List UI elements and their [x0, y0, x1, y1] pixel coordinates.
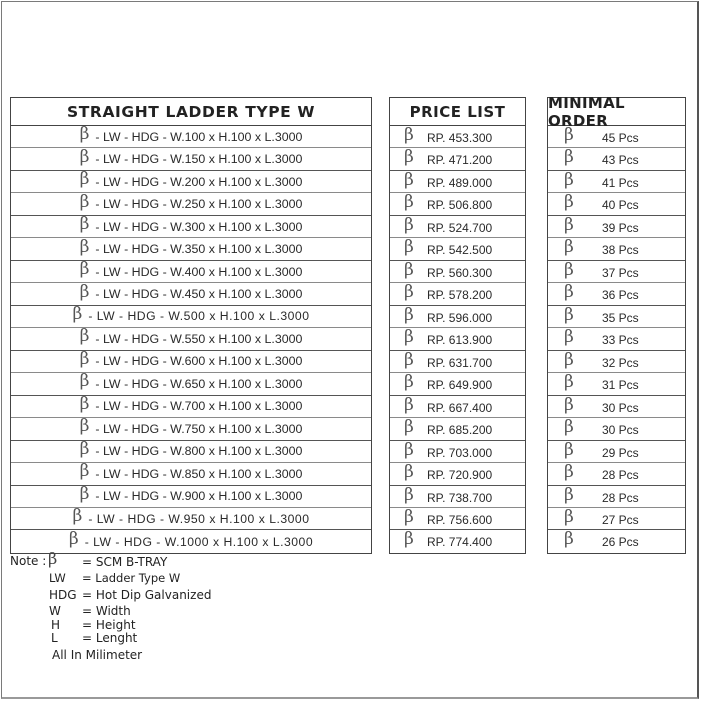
- table-row: [548, 441, 685, 463]
- table-row: [548, 193, 685, 215]
- beta-icon: β: [404, 259, 414, 280]
- beta-icon: β: [564, 304, 574, 325]
- table-row: [390, 148, 525, 170]
- beta-icon: β: [564, 349, 574, 370]
- row-text: RP. 649.900: [427, 378, 493, 393]
- row-text: - LW - HDG - W.600 x H.100 x L.3000: [95, 354, 303, 369]
- row-text: RP. 578.200: [427, 288, 493, 303]
- beta-icon: β: [79, 124, 90, 145]
- beta-icon: β: [404, 304, 414, 325]
- row-text: 31 Pcs: [602, 378, 639, 393]
- spec-table-title: STRAIGHT LADDER TYPE W: [11, 98, 371, 126]
- row-text: 28 Pcs: [602, 490, 639, 505]
- beta-icon: β: [79, 146, 90, 167]
- note-key-l: L: [51, 631, 58, 645]
- table-row: [548, 148, 685, 170]
- row-text: RP. 524.700: [427, 220, 493, 235]
- table-row: [11, 348, 371, 373]
- row-text: RP. 720.900: [427, 468, 493, 483]
- table-row: [11, 393, 371, 418]
- table-row: [11, 418, 371, 440]
- table-row: [390, 418, 525, 440]
- price-table: [389, 97, 526, 554]
- beta-icon: β: [79, 371, 90, 392]
- row-text: - LW - HDG - W.400 x H.100 x L.3000: [95, 264, 303, 279]
- beta-icon: β: [564, 214, 574, 235]
- row-text: - LW - HDG - W.500 x H.100 x L.3000: [88, 309, 310, 324]
- table-row: [11, 508, 371, 530]
- beta-icon: β: [79, 281, 90, 302]
- row-text: - LW - HDG - W.800 x H.100 x L.3000: [95, 444, 303, 459]
- beta-icon: β: [404, 372, 414, 393]
- table-row: [11, 283, 371, 305]
- row-text: - LW - HDG - W.650 x H.100 x L.3000: [95, 376, 303, 391]
- row-text: RP. 756.600: [427, 512, 493, 527]
- beta-icon: β: [404, 192, 414, 213]
- beta-icon: β: [564, 462, 574, 483]
- table-row: [548, 238, 685, 260]
- table-row: [548, 530, 685, 552]
- row-text: 30 Pcs: [602, 400, 639, 415]
- row-text: 26 Pcs: [602, 535, 639, 550]
- table-row: [390, 441, 525, 463]
- row-text: 40 Pcs: [602, 198, 639, 213]
- beta-icon: β: [564, 259, 574, 280]
- table-row: [390, 508, 525, 530]
- row-text: - LW - HDG - W.200 x H.100 x L.3000: [95, 174, 303, 189]
- beta-icon: β: [72, 506, 83, 527]
- row-text: RP. 685.200: [427, 423, 493, 438]
- beta-icon: β: [564, 327, 574, 348]
- row-text: - LW - HDG - W.750 x H.100 x L.3000: [95, 421, 303, 436]
- beta-icon: β: [404, 349, 414, 370]
- row-text: 29 Pcs: [602, 445, 639, 460]
- note-value-lw: = Ladder Type W: [82, 571, 181, 585]
- row-text: RP. 596.000: [427, 310, 493, 325]
- table-row: [548, 171, 685, 193]
- table-row: [11, 328, 371, 350]
- table-row: [390, 530, 525, 552]
- min-order-table-body: [548, 126, 685, 553]
- row-text: RP. 738.700: [427, 490, 493, 505]
- min-order-table: [547, 93, 686, 554]
- table-row: [548, 373, 685, 395]
- table-row: [11, 238, 371, 260]
- row-text: - LW - HDG - W.700 x H.100 x L.3000: [95, 399, 303, 414]
- note-key-lw: LW: [49, 571, 66, 585]
- note-value-hdg: = Hot Dip Galvanized: [82, 588, 212, 602]
- row-text: RP. 774.400: [427, 535, 493, 550]
- table-row: [390, 373, 525, 395]
- beta-icon: β: [404, 462, 414, 483]
- row-text: 32 Pcs: [602, 355, 639, 370]
- table-row: [548, 306, 685, 328]
- price-table-body: [390, 126, 525, 553]
- beta-icon: β: [404, 484, 414, 505]
- row-text: - LW - HDG - W.350 x H.100 x L.3000: [95, 242, 303, 257]
- beta-icon: β: [404, 282, 414, 303]
- row-text: 41 Pcs: [602, 175, 639, 190]
- row-text: RP. 471.200: [427, 153, 493, 168]
- beta-icon: β: [79, 348, 90, 369]
- table-row: [548, 216, 685, 238]
- table-row: [390, 351, 525, 373]
- row-text: 27 Pcs: [602, 512, 639, 527]
- beta-icon: β: [404, 214, 414, 235]
- note-value-w: = Width: [82, 604, 131, 618]
- table-row: [390, 126, 525, 148]
- table-row: [11, 530, 371, 552]
- table-row: [11, 171, 371, 193]
- beta-icon: β: [79, 438, 90, 459]
- note-footer: All In Milimeter: [52, 648, 143, 662]
- row-text: RP. 453.300: [427, 131, 493, 145]
- table-row: [11, 126, 371, 148]
- beta-icon: β: [79, 214, 90, 235]
- table-row: [548, 283, 685, 305]
- table-row: [11, 373, 371, 395]
- row-text: - LW - HDG - W.1000 x H.100 x L.3000: [84, 534, 314, 549]
- beta-icon: β: [79, 416, 90, 437]
- beta-icon: β: [79, 259, 90, 280]
- row-text: RP. 703.000: [427, 445, 493, 460]
- beta-icon: β: [404, 394, 414, 415]
- beta-icon: β: [564, 439, 574, 460]
- beta-icon: β: [404, 169, 414, 190]
- beta-icon: β: [79, 461, 90, 482]
- beta-icon: β: [564, 282, 574, 303]
- row-text: 38 Pcs: [602, 243, 639, 258]
- row-text: - LW - HDG - W.850 x H.100 x L.3000: [95, 466, 303, 481]
- table-row: [548, 418, 685, 440]
- row-text: - LW - HDG - W.100 x H.100 x L.3000: [95, 129, 303, 144]
- row-text: 33 Pcs: [602, 333, 639, 348]
- note-value-h: = Height: [82, 618, 136, 632]
- beta-icon: β: [68, 529, 79, 550]
- table-row: [548, 396, 685, 418]
- note-label: Note :: [10, 554, 47, 568]
- table-row: [390, 171, 525, 193]
- table-row: [11, 193, 371, 215]
- row-text: 35 Pcs: [602, 310, 639, 325]
- table-row: [390, 193, 525, 215]
- row-text: 30 Pcs: [602, 423, 639, 438]
- beta-icon: β: [404, 506, 414, 527]
- row-text: - LW - HDG - W.950 x H.100 x L.3000: [88, 511, 310, 526]
- table-row: [548, 486, 685, 508]
- table-row: [548, 463, 685, 485]
- row-text: RP. 542.500: [427, 243, 493, 258]
- beta-icon: β: [564, 372, 574, 393]
- table-row: [390, 306, 525, 328]
- row-text: - LW - HDG - W.250 x H.100 x L.3000: [95, 197, 303, 212]
- table-row: [548, 126, 685, 148]
- beta-icon: β: [564, 192, 574, 213]
- beta-icon: β: [564, 147, 574, 168]
- spec-table: [10, 97, 372, 554]
- beta-icon: β: [79, 393, 90, 414]
- table-row: [390, 283, 525, 305]
- beta-icon: β: [79, 326, 90, 347]
- table-row: [390, 238, 525, 260]
- table-row: [548, 261, 685, 283]
- table-row: [11, 483, 371, 508]
- beta-icon: β: [404, 147, 414, 168]
- table-row: [11, 438, 371, 463]
- table-row: [548, 351, 685, 373]
- row-text: 36 Pcs: [602, 288, 639, 303]
- row-text: RP. 560.300: [427, 265, 493, 280]
- row-text: - LW - HDG - W.300 x H.100 x L.3000: [95, 219, 303, 234]
- beta-icon: β: [404, 327, 414, 348]
- beta-icon: β: [564, 484, 574, 505]
- beta-icon: β: [564, 529, 574, 550]
- beta-icon: β: [564, 394, 574, 415]
- beta-icon: β: [564, 506, 574, 527]
- spec-table-body: [11, 126, 371, 553]
- row-text: 43 Pcs: [602, 153, 639, 168]
- beta-icon: β: [79, 236, 90, 257]
- beta-icon: β: [79, 169, 90, 190]
- row-text: RP. 506.800: [427, 198, 493, 213]
- beta-icon: β: [404, 417, 414, 438]
- note-key-h: H: [51, 618, 61, 632]
- table-row: [390, 486, 525, 508]
- row-text: 45 Pcs: [602, 131, 639, 145]
- row-text: - LW - HDG - W.450 x H.100 x L.3000: [95, 287, 303, 302]
- beta-icon: β: [404, 529, 414, 550]
- beta-icon: β: [48, 549, 58, 568]
- table-row: [390, 463, 525, 485]
- note-key-w: W: [49, 604, 61, 618]
- min-order-table-title: MINIMAL ORDER: [548, 98, 685, 126]
- price-table-title: PRICE LIST: [390, 98, 525, 126]
- row-text: 39 Pcs: [602, 220, 639, 235]
- note-key-hdg: HDG: [49, 588, 77, 602]
- beta-icon: β: [564, 125, 574, 145]
- table-row: [390, 261, 525, 283]
- beta-icon: β: [564, 169, 574, 190]
- table-row: [390, 396, 525, 418]
- beta-icon: β: [564, 417, 574, 438]
- beta-icon: β: [404, 125, 414, 145]
- table-row: [11, 463, 371, 485]
- table-row: [390, 328, 525, 350]
- beta-icon: β: [404, 439, 414, 460]
- table-row: [548, 508, 685, 530]
- table-row: [11, 261, 371, 283]
- row-text: RP. 489.000: [427, 175, 493, 190]
- table-row: [390, 216, 525, 238]
- row-text: 28 Pcs: [602, 468, 639, 483]
- row-text: RP. 613.900: [427, 333, 493, 348]
- row-text: RP. 631.700: [427, 355, 493, 370]
- table-row: [548, 328, 685, 350]
- beta-icon: β: [404, 237, 414, 258]
- table-row: [11, 148, 371, 170]
- row-text: - LW - HDG - W.550 x H.100 x L.3000: [95, 331, 303, 346]
- row-text: - LW - HDG - W.150 x H.100 x L.3000: [95, 152, 303, 167]
- note-value-l: = Lenght: [82, 631, 138, 645]
- beta-icon: β: [564, 237, 574, 258]
- beta-icon: β: [79, 483, 90, 504]
- table-row: [11, 303, 371, 328]
- beta-icon: β: [72, 303, 83, 324]
- row-text: 37 Pcs: [602, 265, 639, 280]
- note-value-beta: = SCM B-TRAY: [82, 555, 168, 569]
- row-text: - LW - HDG - W.900 x H.100 x L.3000: [95, 489, 303, 504]
- beta-icon: β: [79, 191, 90, 212]
- row-text: RP. 667.400: [427, 400, 493, 415]
- table-row: [11, 216, 371, 238]
